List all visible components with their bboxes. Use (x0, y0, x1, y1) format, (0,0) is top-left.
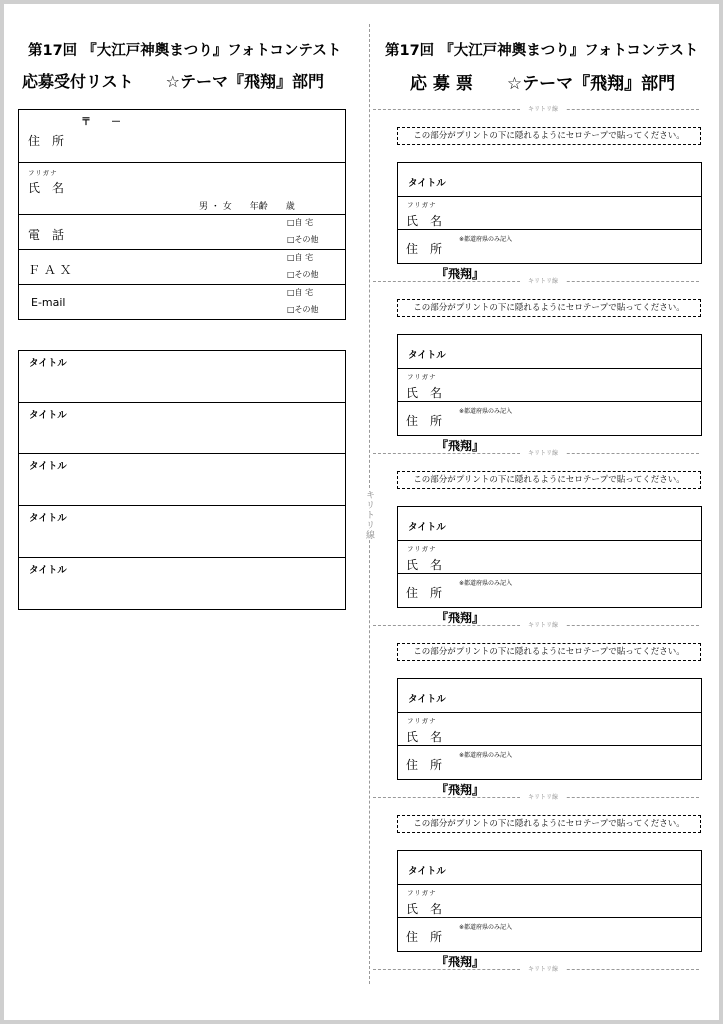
ticket-address-row (398, 918, 701, 951)
email-row (19, 285, 345, 319)
ticket-address-label: 住 所 (406, 414, 443, 428)
right-subtitle: 応 募 票 ☆テーマ『飛翔』部門 (410, 74, 676, 94)
ticket-name-row (398, 197, 701, 230)
entry-ticket (397, 850, 702, 952)
theme-tag: 『飛翔』 (436, 267, 485, 281)
ticket-furigana-label: フリガナ (407, 201, 437, 209)
cut-line (373, 622, 699, 629)
cut-line (373, 278, 699, 285)
ticket-address-label: 住 所 (406, 242, 443, 256)
cut-line-label: キリトリ線 (520, 792, 566, 801)
ticket-title-row (398, 335, 701, 369)
ticket-name-label: 氏 名 (406, 730, 443, 744)
ticket-furigana-label: フリガナ (407, 373, 437, 381)
ticket-furigana-label: フリガナ (407, 545, 437, 553)
ticket-address-row (398, 574, 701, 607)
ticket-name-label: 氏 名 (406, 902, 443, 916)
right-title: 第17回 『大江戸神輿まつり』フォトコンテスト (385, 43, 699, 59)
cut-line (373, 794, 699, 801)
theme-tag: 『飛翔』 (436, 783, 485, 797)
fax-option-home[interactable]: □自 宅 (287, 253, 314, 262)
title-entry-2 (19, 403, 345, 454)
theme-tag: 『飛翔』 (436, 611, 485, 625)
tape-note: この部分がプリントの下に隠れるようにセロテープで貼ってください。 (397, 815, 701, 833)
ticket-furigana-label: フリガナ (407, 717, 437, 725)
phone-option-other[interactable]: □その他 (287, 235, 319, 244)
ticket-title-label: タイトル (408, 178, 446, 189)
tape-note: この部分がプリントの下に隠れるようにセロテープで貼ってください。 (397, 127, 701, 145)
ticket-address-label: 住 所 (406, 758, 443, 772)
ticket-title-label: タイトル (408, 522, 446, 533)
fax-row (19, 250, 345, 285)
title-entry-label: タイトル (29, 513, 67, 524)
address-label: 住 所 (28, 134, 65, 148)
vertical-cut-label: キリトリ線 (364, 490, 374, 540)
tape-note: この部分がプリントの下に隠れるようにセロテープで貼ってください。 (397, 471, 701, 489)
address-row (19, 110, 345, 163)
cut-line-label: キリトリ線 (520, 448, 566, 457)
ticket-name-label: 氏 名 (406, 386, 443, 400)
phone-row (19, 215, 345, 250)
title-entry-1 (19, 351, 345, 403)
ticket-name-row (398, 885, 701, 918)
tape-note: この部分がプリントの下に隠れるようにセロテープで貼ってください。 (397, 643, 701, 661)
cut-line-label: キリトリ線 (520, 104, 566, 113)
theme-tag: 『飛翔』 (436, 955, 485, 969)
ticket-address-note: ※都道府県のみ記入 (459, 236, 513, 243)
title-entry-label: タイトル (29, 461, 67, 472)
ticket-name-row (398, 541, 701, 574)
email-option-home[interactable]: □自 宅 (287, 288, 314, 297)
entry-ticket (397, 334, 702, 436)
ticket-name-label: 氏 名 (406, 214, 443, 228)
ticket-title-label: タイトル (408, 694, 446, 705)
ticket-name-row (398, 369, 701, 402)
phone-label: 電 話 (28, 228, 65, 242)
title-entry-label: タイトル (29, 565, 67, 576)
email-option-other[interactable]: □その他 (287, 305, 319, 314)
cut-line-label: キリトリ線 (520, 276, 566, 285)
entry-ticket (397, 678, 702, 780)
entry-ticket (397, 506, 702, 608)
left-subtitle: 応募受付リスト ☆テーマ『飛翔』部門 (22, 72, 325, 91)
ticket-title-row (398, 163, 701, 197)
cut-line (373, 966, 699, 973)
ticket-title-row (398, 851, 701, 885)
left-title: 第17回 『大江戸神輿まつり』フォトコンテスト (28, 43, 342, 59)
title-entry-4 (19, 506, 345, 558)
title-entry-label: タイトル (29, 358, 67, 369)
ticket-address-row (398, 746, 701, 779)
ticket-address-label: 住 所 (406, 930, 443, 944)
name-row (19, 163, 345, 215)
tape-note: この部分がプリントの下に隠れるようにセロテープで貼ってください。 (397, 299, 701, 317)
fax-option-other[interactable]: □その他 (287, 270, 319, 279)
gender-age: 男 ・ 女 年齢 歳 (199, 202, 295, 212)
ticket-address-row (398, 230, 701, 263)
ticket-title-row (398, 507, 701, 541)
ticket-address-note: ※都道府県のみ記入 (459, 580, 513, 587)
cut-line (373, 106, 699, 113)
phone-option-home[interactable]: □自 宅 (287, 218, 314, 227)
cut-line-label: キリトリ線 (520, 964, 566, 973)
furigana-label: フリガナ (28, 169, 58, 177)
cut-line-label: キリトリ線 (520, 620, 566, 629)
ticket-address-note: ※都道府県のみ記入 (459, 408, 513, 415)
title-entry-label: タイトル (29, 410, 67, 421)
ticket-name-row (398, 713, 701, 746)
title-entry-3 (19, 454, 345, 506)
ticket-address-row (398, 402, 701, 435)
applicant-info-form (18, 109, 346, 320)
theme-tag: 『飛翔』 (436, 439, 485, 453)
ticket-address-label: 住 所 (406, 586, 443, 600)
ticket-title-row (398, 679, 701, 713)
fax-label: Ｆ Ａ Ｘ (28, 263, 72, 277)
ticket-name-label: 氏 名 (406, 558, 443, 572)
email-label: E-mail (31, 296, 66, 309)
ticket-address-note: ※都道府県のみ記入 (459, 752, 513, 759)
ticket-address-note: ※都道府県のみ記入 (459, 924, 513, 931)
ticket-title-label: タイトル (408, 866, 446, 877)
title-entry-5 (19, 558, 345, 609)
entry-form-page (4, 4, 719, 1020)
title-list (18, 350, 346, 610)
entry-ticket (397, 162, 702, 264)
cut-line (373, 450, 699, 457)
name-label: 氏 名 (28, 181, 65, 195)
postal-mark: 〒 － (81, 117, 121, 128)
ticket-title-label: タイトル (408, 350, 446, 361)
ticket-furigana-label: フリガナ (407, 889, 437, 897)
